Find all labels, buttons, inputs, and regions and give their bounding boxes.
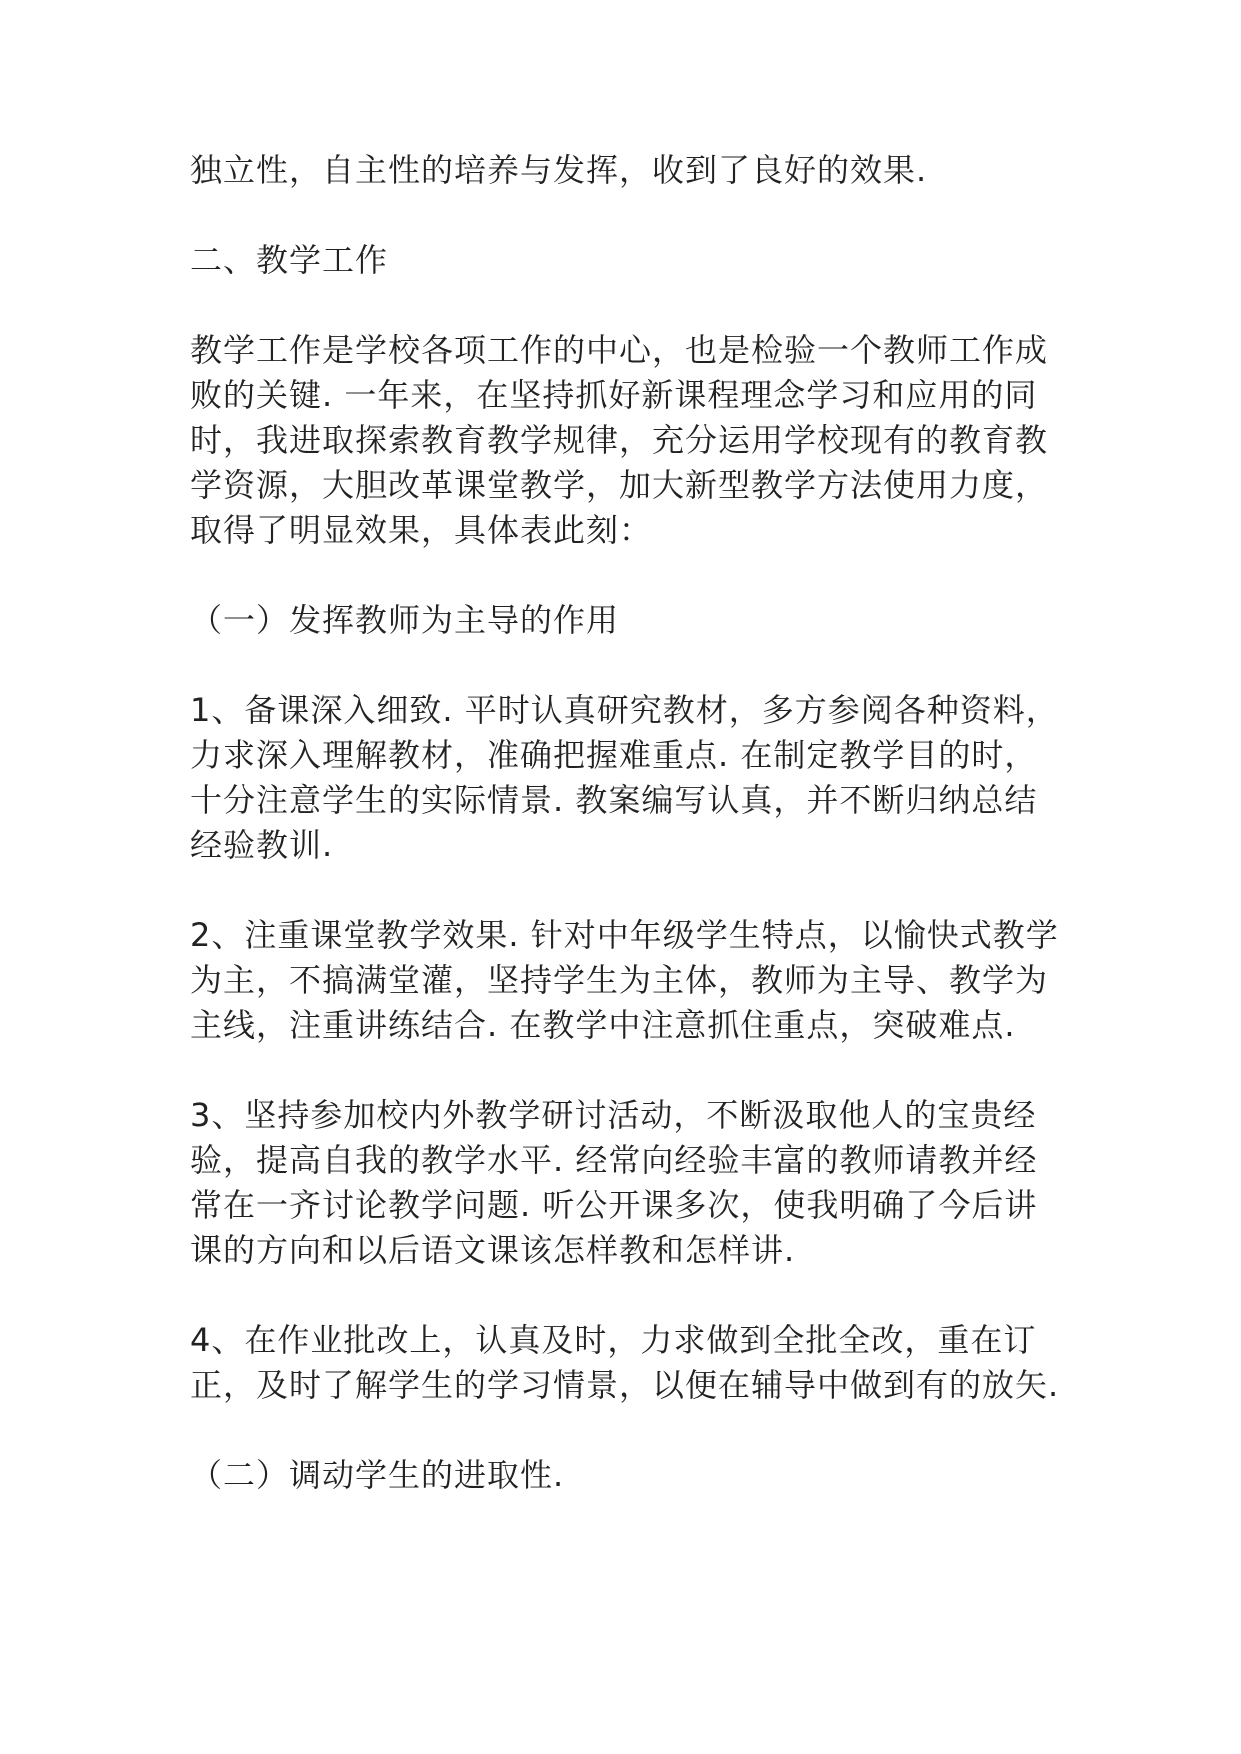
document-body <box>190 148 1070 1543</box>
paragraph-continuation: 独立性，自主性的培养与发挥，收到了良好的效果. <box>190 151 928 189</box>
subheading-teacher-role: （一）发挥教师为主导的作用 <box>190 601 620 639</box>
paragraph-teaching-intro: 教学工作是学校各项工作的中心，也是检验一个教师工作成败的关键. 一年来，在坚持抓好新课程理念学习和应用的同时，我进取探索教育教学规律，充分运用学校现有的教育教学资源，大胆改革课堂教学，加大新型教学方法使用力度，取得了明显效果，具体表此刻： <box>190 331 1049 549</box>
list-item-4: 4、在作业批改上，认真及时，力求做到全批全改，重在订正，及时了解学生的学习情景，以便在辅导中做到有的放矢. <box>190 1321 1060 1404</box>
list-item-2: 2、注重课堂教学效果. 针对中年级学生特点，以愉快式教学为主，不搞满堂灌，坚持学生为主体，教师为主导、教学为主线，注重讲练结合. 在教学中注意抓住重点，突破难点. <box>190 916 1059 1044</box>
subheading-student-initiative: （二）调动学生的进取性. <box>190 1456 565 1494</box>
list-item-1: 1、备课深入细致. 平时认真研究教材，多方参阅各种资料，力求深入理解教材，准确把握难重点. 在制定教学目的时，十分注意学生的实际情景. 教案编写认真，并不断归纳总结经验教训. <box>190 691 1059 864</box>
list-item-3: 3、坚持参加校内外教学研讨活动，不断汲取他人的宝贵经验，提高自我的教学水平. 经常向经验丰富的教师请教并经常在一齐讨论教学问题. 听公开课多次，使我明确了今后讲课的方向和以后语文课该怎样教和怎样讲. <box>190 1096 1038 1269</box>
section-heading-teaching-work: 二、教学工作 <box>190 241 389 279</box>
